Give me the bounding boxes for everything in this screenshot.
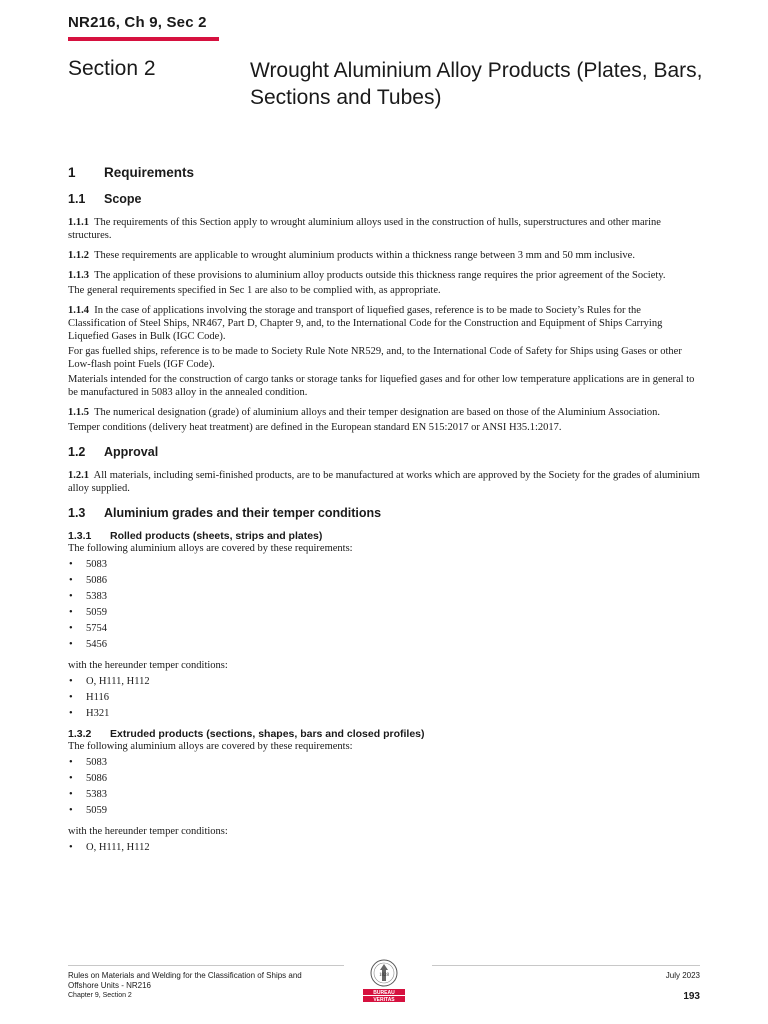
list-item: • O, H111, H112 (68, 674, 700, 690)
heading-extruded-products (68, 728, 700, 740)
heading-text: Scope (104, 192, 142, 206)
heading-approval (68, 445, 700, 459)
paragraph-1-1-2 (68, 249, 700, 262)
paragraph-text: All materials, including semi-finished products, are to be manufactured at works which are approved by the Society for the grades of aluminium alloy supplied. (68, 470, 700, 494)
list-item: • 5059 (68, 605, 700, 621)
list-item: • 5383 (68, 589, 700, 605)
footer-document-info (68, 971, 358, 1001)
heading-text: Requirements (104, 165, 195, 180)
rolled-temper-intro: with the hereunder temper conditions: (68, 660, 228, 671)
list-item: • 5083 (68, 557, 700, 573)
paragraph-number: 1.1.1 (68, 217, 89, 228)
footer-title-line2: Offshore Units - NR216 (68, 981, 151, 990)
heading-number: 1.3.2 (68, 728, 92, 740)
list-item: • 5456 (68, 637, 700, 653)
svg-text:BUREAU: BUREAU (373, 990, 395, 996)
paragraph-1-1-5 (68, 406, 700, 419)
rolled-temper-list (68, 674, 700, 722)
heading-number: 1.1 (68, 192, 86, 206)
extruded-temper-intro: with the hereunder temper conditions: (68, 826, 228, 837)
paragraph-text: The numerical designation (grade) of aluminium alloys and their temper designation are based on those of the Aluminium Association. (94, 407, 661, 418)
document-body (68, 165, 700, 862)
paragraph-number: 1.1.4 (68, 305, 89, 316)
list-item: • O, H111, H112 (68, 840, 700, 856)
heading-rolled-products (68, 530, 700, 542)
heading-number: 1.3.1 (68, 530, 92, 542)
heading-text: Extruded products (sections, shapes, bars and closed profiles) (110, 728, 425, 740)
paragraph-number: 1.1.3 (68, 270, 89, 281)
list-item: • 5086 (68, 573, 700, 589)
paragraph-1-1-1 (68, 216, 700, 242)
bureau-veritas-logo (359, 957, 409, 1007)
paragraph-text: These requirements are applicable to wrought aluminium products within a thickness range between 3 mm and 50 mm inclusive. (94, 250, 635, 261)
paragraph-1-1-5-temper: Temper conditions (delivery heat treatment) are defined in the European standard EN 515:2017 or ANSI H35.1:2017. (68, 422, 562, 433)
list-item: • 5059 (68, 803, 700, 819)
paragraph-1-1-4-materials: Materials intended for the construction of cargo tanks or storage tanks for liquefied gases and for other low temperature applications are in general to be manufactured in 5083 alloy in the annealed condition. (68, 374, 695, 398)
paragraph-text: In the case of applications involving the storage and transport of liquefied gases, reference is to be made to Society’s Rules for the Classification of Steel Ships, NR467, Part D, Chapter 9, and, to the International Code for the Construction and Equipment of Ships Carrying Liquefied Gases in Bulk (IGC Code). (68, 305, 663, 342)
footer-divider-left (68, 965, 344, 966)
footer-divider-right (432, 965, 700, 966)
paragraph-text: The requirements of this Section apply to wrought aluminium alloys used in the construction of hulls, superstructures and other marine structures. (68, 217, 661, 241)
list-item: • 5083 (68, 755, 700, 771)
paragraph-text: The application of these provisions to aluminium alloy products outside this thickness range requires the prior agreement of the Society. (94, 270, 666, 281)
extruded-temper-list (68, 840, 700, 856)
heading-text: Rolled products (sheets, strips and plates) (110, 530, 323, 542)
footer-chapter: Chapter 9, Section 2 (68, 992, 132, 999)
heading-text: Aluminium grades and their temper conditions (104, 506, 382, 520)
document-reference: NR216, Ch 9, Sec 2 (68, 14, 207, 31)
rolled-alloy-list (68, 557, 700, 653)
heading-requirements (68, 165, 700, 180)
list-item: • 5754 (68, 621, 700, 637)
heading-scope (68, 192, 700, 206)
rolled-intro: The following aluminium alloys are covered by these requirements: (68, 543, 353, 554)
heading-number: 1.2 (68, 445, 86, 459)
heading-number: 1.3 (68, 506, 86, 520)
paragraph-1-1-4-gas-fuelled: For gas fuelled ships, reference is to be made to Society Rule Note NR529, and, to the International Code of Safety for Ships using Gases or other Low-flash point Fuels (IGF Code). (68, 346, 682, 370)
footer-date: July 2023 (665, 971, 700, 980)
list-item: • H321 (68, 706, 700, 722)
footer-title-line1: Rules on Materials and Welding for the Classification of Ships and (68, 971, 302, 980)
header-accent-bar (68, 37, 219, 41)
heading-text: Approval (104, 445, 159, 459)
page-number: 193 (683, 991, 700, 1002)
heading-aluminium-grades (68, 506, 700, 520)
extruded-intro: The following aluminium alloys are covered by these requirements: (68, 741, 353, 752)
extruded-alloy-list (68, 755, 700, 819)
paragraph-1-2-1 (68, 469, 700, 495)
list-item: • H116 (68, 690, 700, 706)
paragraph-number: 1.1.5 (68, 407, 89, 418)
paragraph-number: 1.1.2 (68, 250, 89, 261)
paragraph-1-1-4 (68, 304, 700, 343)
paragraph-1-1-3-continued: The general requirements specified in Sec 1 are also to be complied with, as appropriate. (68, 285, 441, 296)
svg-text:1828: 1828 (379, 973, 389, 978)
svg-text:VERITAS: VERITAS (373, 997, 395, 1003)
section-label: Section 2 (68, 57, 156, 80)
section-title: Wrought Aluminium Alloy Products (Plates, Bars, Sections and Tubes) (250, 59, 703, 109)
heading-number: 1 (68, 165, 76, 180)
list-item: • 5383 (68, 787, 700, 803)
paragraph-1-1-3 (68, 269, 700, 282)
list-item: • 5086 (68, 771, 700, 787)
paragraph-number: 1.2.1 (68, 470, 89, 481)
